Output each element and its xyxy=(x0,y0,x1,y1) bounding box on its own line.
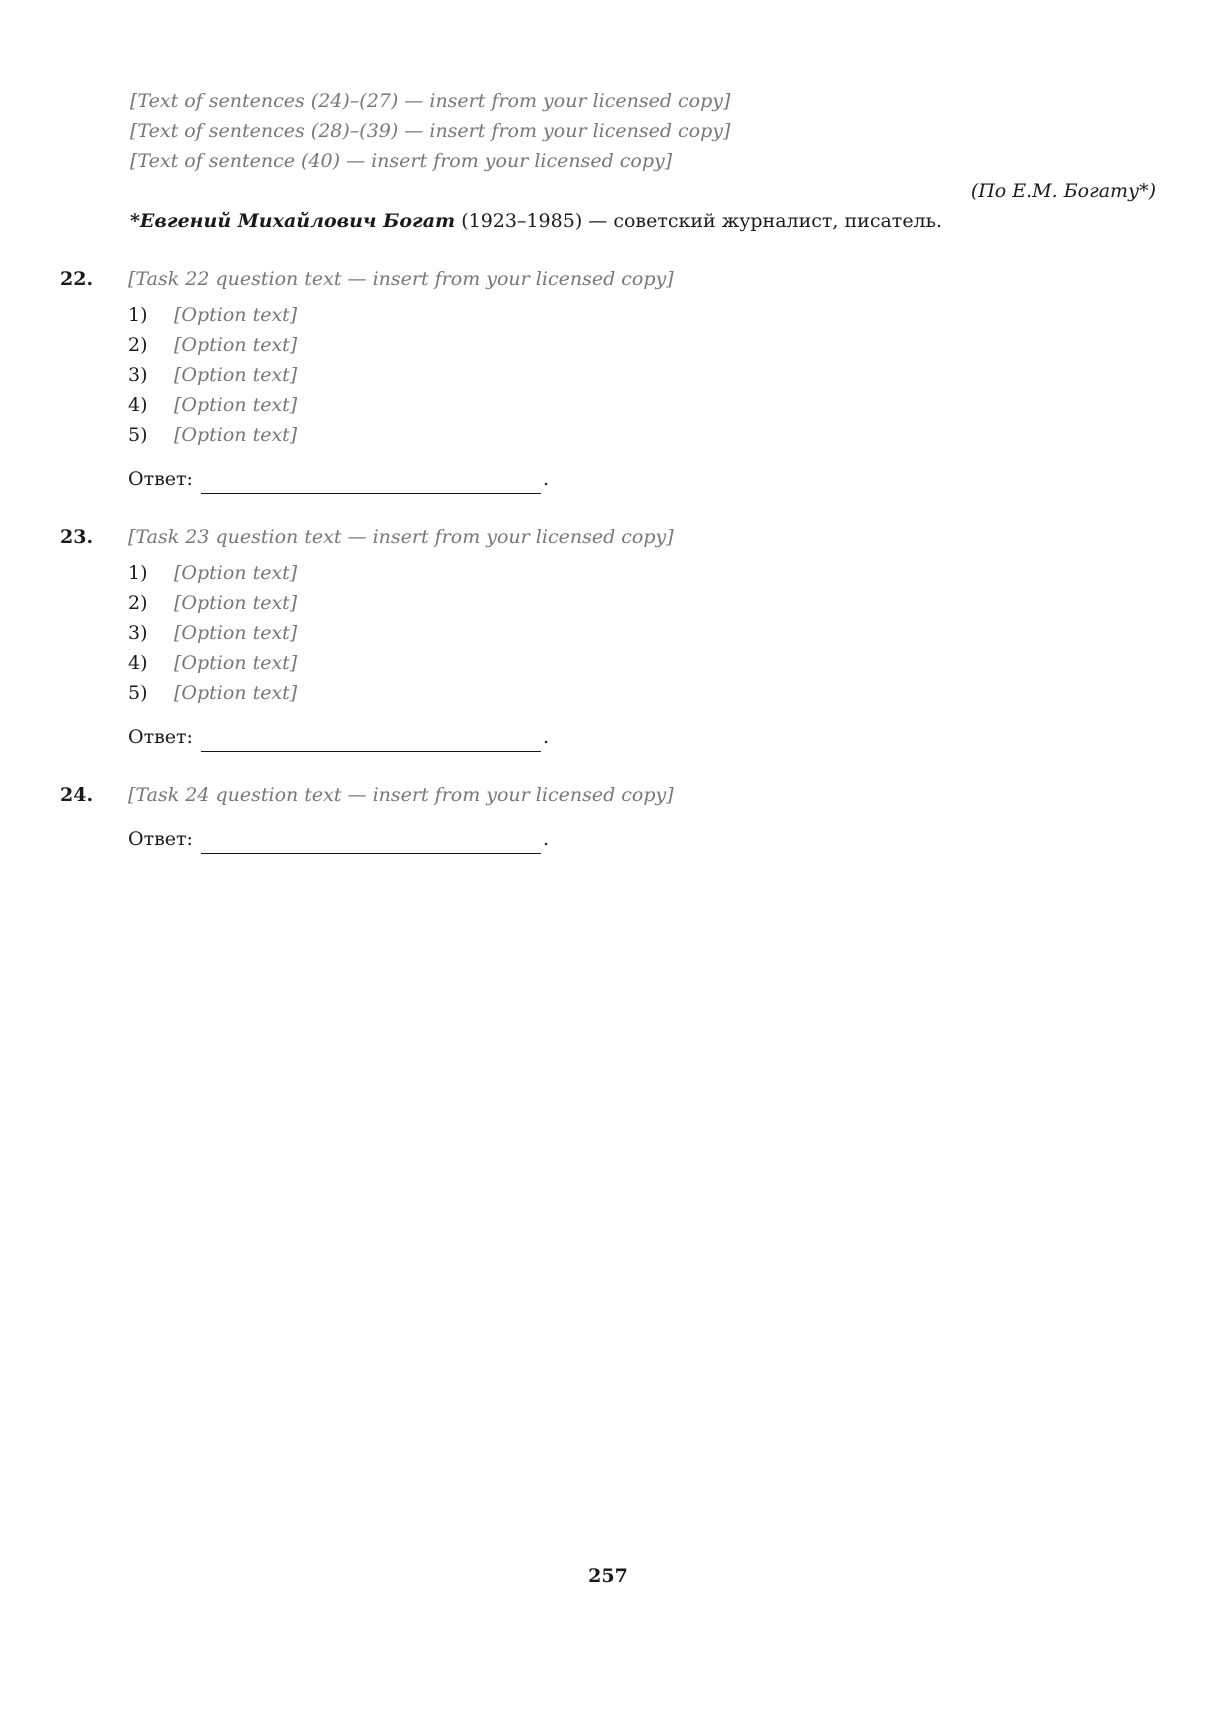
author-footnote xyxy=(130,206,1156,236)
task-question: [Task 23 question text — insert from your licensed copy] xyxy=(128,526,674,548)
answer-options xyxy=(128,300,1156,450)
option-number: 1) xyxy=(128,304,148,326)
answer-field-22[interactable] xyxy=(201,471,541,494)
task-number: 22. xyxy=(60,268,94,290)
answer-option xyxy=(128,300,1156,330)
passage-paragraph-1: [Text of sentences (24)–(27) — insert from your licensed copy] xyxy=(130,90,731,112)
answer-option xyxy=(128,678,1156,708)
option-number: 5) xyxy=(128,682,148,704)
answer-option xyxy=(128,360,1156,390)
footnote-author-details: (1923–1985) — советский журналист, писатель. xyxy=(461,210,943,232)
source-attribution: (По Е.М. Богату*) xyxy=(970,180,1156,202)
option-text: [Option text] xyxy=(174,622,298,644)
task-22 xyxy=(60,264,1156,494)
passage-paragraph-2: [Text of sentences (28)–(39) — insert from your licensed copy] xyxy=(130,120,731,142)
task-body xyxy=(128,780,1156,854)
option-text: [Option text] xyxy=(174,562,298,584)
answer-label: Ответ: xyxy=(128,468,193,490)
option-text: [Option text] xyxy=(174,304,298,326)
answer-label: Ответ: xyxy=(128,726,193,748)
footnote-author-name: *Евгений Михайлович Богат xyxy=(130,210,456,232)
option-text: [Option text] xyxy=(174,424,298,446)
answer-option xyxy=(128,648,1156,678)
option-number: 2) xyxy=(128,592,148,614)
task-question: [Task 24 question text — insert from your licensed copy] xyxy=(128,784,674,806)
option-number: 1) xyxy=(128,562,148,584)
answer-field-24[interactable] xyxy=(201,831,541,854)
task-23 xyxy=(60,522,1156,752)
option-text: [Option text] xyxy=(174,334,298,356)
option-text: [Option text] xyxy=(174,364,298,386)
answer-option xyxy=(128,558,1156,588)
answer-period: . xyxy=(542,828,549,850)
option-text: [Option text] xyxy=(174,394,298,416)
option-number: 2) xyxy=(128,334,148,356)
option-number: 3) xyxy=(128,364,148,386)
task-body xyxy=(128,264,1156,494)
passage-paragraph-3: [Text of sentence (40) — insert from your licensed copy] xyxy=(130,150,673,172)
answer-row xyxy=(128,464,1156,494)
option-text: [Option text] xyxy=(174,592,298,614)
answer-option xyxy=(128,390,1156,420)
option-text: [Option text] xyxy=(174,652,298,674)
option-number: 3) xyxy=(128,622,148,644)
answer-row xyxy=(128,722,1156,752)
task-number: 24. xyxy=(60,784,94,806)
answer-row xyxy=(128,824,1156,854)
answer-label: Ответ: xyxy=(128,828,193,850)
answer-option xyxy=(128,618,1156,648)
option-number: 5) xyxy=(128,424,148,446)
option-number: 4) xyxy=(128,394,148,416)
answer-period: . xyxy=(542,726,549,748)
task-body xyxy=(128,522,1156,752)
task-question: [Task 22 question text — insert from your licensed copy] xyxy=(128,268,674,290)
task-number: 23. xyxy=(60,526,94,548)
page-number: 257 xyxy=(588,1565,628,1587)
answer-option xyxy=(128,330,1156,360)
option-text: [Option text] xyxy=(174,682,298,704)
answer-option xyxy=(128,588,1156,618)
answer-options xyxy=(128,558,1156,708)
answer-option xyxy=(128,420,1156,450)
answer-field-23[interactable] xyxy=(201,729,541,752)
answer-period: . xyxy=(542,468,549,490)
task-24 xyxy=(60,780,1156,854)
reading-passage xyxy=(60,86,1156,236)
option-number: 4) xyxy=(128,652,148,674)
